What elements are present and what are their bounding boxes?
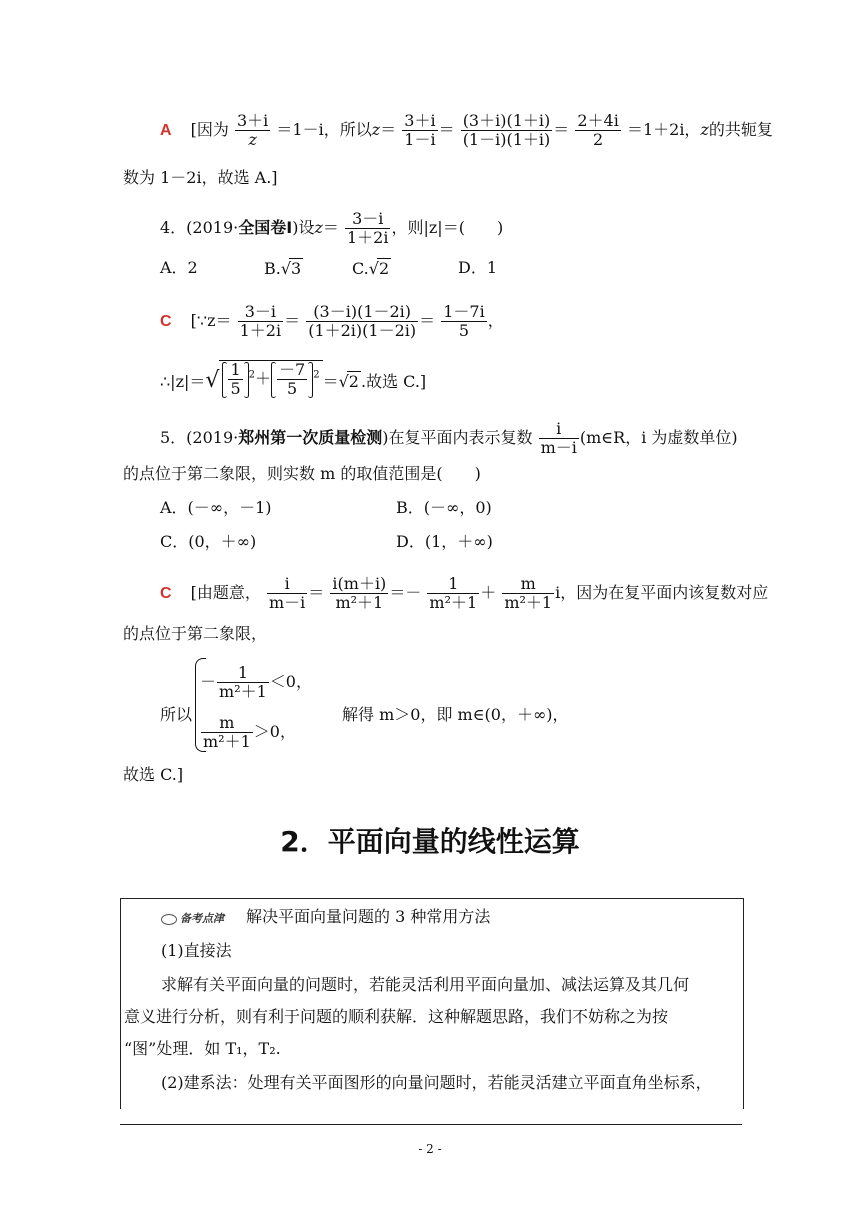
inequality-1: － $\frac{1}{\text{m²＋1}}$ ＜0， [200,663,312,701]
fraction: $\frac{3-i}{1+2i}$ [239,302,282,340]
option-d: D．(1，＋∞) [396,532,493,551]
option-c: C.√2 [352,259,390,278]
option-b: B.√3 [264,259,302,278]
tips-heading: 解决平面向量问题的 3 种常用方法 [246,907,491,926]
footer-rule [120,1124,742,1125]
solution-text: 解得 m＞0，即 m∈(0，＋∞)， [342,705,569,724]
tips-paragraph-line1: 求解有关平面向量的问题时，若能灵活利用平面向量加、减法运算及其几何 [161,975,690,994]
tips-paragraph-line2: 意义进行分析，则有利于问题的顺利获解．这种解题思路，我们不妨称之为按 [124,1007,669,1026]
system-label: 所以 [160,705,193,724]
inequality-2: $\frac{m}{\text{m²＋1}}$ ＞0， [203,713,296,751]
question-5-line2: 的点位于第二象限，则实数 m 的取值范围是( ) [123,464,481,483]
fraction: $\frac{i}{m-i}$ [269,574,306,612]
option-c: C．(0，＋∞) [160,532,257,551]
fraction: $\frac{1-7i}{5}$ [443,302,485,340]
source-label: 全国卷Ⅰ [238,218,293,237]
badge: 备考点津 [161,909,224,929]
option-b: B．(－∞，0) [396,498,492,517]
method-1-title: (1)直接法 [161,941,232,960]
question-4: 4．(2019·全国卷Ⅰ)设z＝ $\frac{3-i}{1+2i}$ ，则|z|＝( ) [160,209,504,247]
answer-5-line2: 的点位于第二象限， [123,624,268,643]
answer-letter: A [160,122,172,139]
method-2-text: (2)建系法：处理有关平面图形的向量问题时，若能灵活建立平面直角坐标系， [161,1073,712,1092]
tips-heading-row [161,907,490,929]
fraction: $\frac{3+i}{z}$ [237,111,269,149]
answer-prev-line2: 数为 1－2i，故选 A.] [123,168,278,187]
tips-box [120,898,744,1109]
fraction: $\frac{(3+i)(1+i)}{(1-i)(1+i)}$ [462,111,551,149]
fraction: $\frac{i(m+i)}{\text{m²＋1}}$ [332,574,387,612]
fraction: $\frac{(3-i)(1-2i)}{(1+2i)(1-2i)}$ [308,302,417,340]
option-a: A．(－∞，－1) [160,498,272,517]
section-title: 2．平面向量的线性运算 [280,825,580,858]
answer-letter: C [160,313,172,330]
answer-prev-line1: A [因为 $\frac{3+i}{z}$ ＝1－i，所以z＝ $\frac{3+i}{1-i}$ ＝ $\frac{(3+i)(1+i)}{(1-i)(1+i)}$ ＝ $\frac{2+4i}{2}$ ＝1＋2i，z的共轭复 [160,111,773,149]
fraction: $\frac{3-i}{1+2i}$ [347,209,389,247]
option-a: A．2 [160,258,198,277]
option-d: D．1 [458,258,498,277]
answer-4-line1: C [∵z＝ $\frac{3-i}{1+2i}$ ＝ $\frac{(3-i)(1-2i)}{(1+2i)(1-2i)}$ ＝ $\frac{1-7i}{5}$ ， [160,302,504,340]
answer-5-end: 故选 C.] [123,765,184,784]
answer-5-line1: C [由题意， $\frac{i}{m-i}$ ＝ $\frac{i(m+i)}{\text{m²＋1}}$ ＝－ $\frac{1}{\text{m²＋1}}$ ＋ $\frac{m}{\text{m²＋1}}$ i，因为在复平面内该复数对应 [160,574,769,612]
fraction: $\frac{3+i}{1-i}$ [404,111,436,149]
fraction: $\frac{m}{\text{m²＋1}}$ [504,574,553,612]
pencil-badge-icon [161,914,177,925]
sqrt-expression: $\frac{1}{5}$ $^2$＋ $\frac{-7}{5}$ $^2$ [219,360,322,405]
tips-paragraph-line3: “图”处理．如 T₁，T₂. [124,1039,281,1058]
answer-letter: C [160,585,172,602]
fraction: $\frac{i}{m-i}$ [540,419,577,457]
source-label: 郑州第一次质量检测 [238,428,383,447]
page-number: - 2 - [418,1142,442,1156]
fraction: $\frac{1}{\text{m²＋1}}$ [429,574,478,612]
answer-4-line2: ∴|z|＝√ $\frac{1}{5}$ $^2$＋ $\frac{-7}{5}$ $^2$ ＝√2 .故选 C.] [160,360,426,405]
fraction: $\frac{2+4i}{2}$ [577,111,619,149]
question-5-line1: 5．(2019·郑州第一次质量检测)在复平面内表示复数 $\frac{i}{m-i}$ (m∈R，i 为虚数单位) [160,419,738,457]
